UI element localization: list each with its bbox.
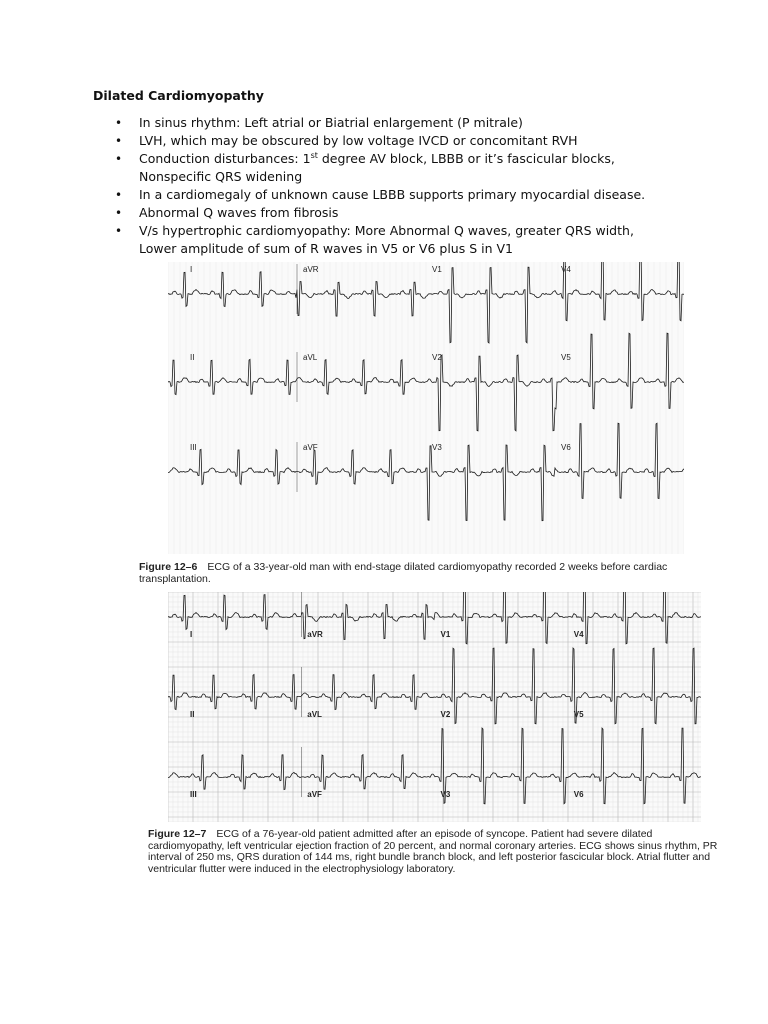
lead-label: V1	[440, 630, 451, 639]
bullet-text-after: degree AV block, LBBB or it’s fascicular blocks, Nonspecific QRS widening	[139, 151, 615, 184]
superscript: st	[310, 150, 318, 160]
bullet-text: V/s hypertrophic cardiomyopathy: More Abnormal Q waves, greater QRS width, Lower amplitude of sum of R waves in V5 or V6 plus S in V1	[139, 223, 634, 256]
bullet-text-before: Conduction disturbances: 1	[139, 151, 311, 166]
ecg-tracing-image	[168, 262, 684, 554]
lead-label: aVF	[303, 443, 318, 452]
lead-label: I	[190, 630, 193, 639]
lead-label: aVL	[303, 353, 318, 362]
lead-label: V5	[573, 710, 584, 719]
bullet-icon: •	[115, 206, 123, 220]
lead-label: aVL	[307, 710, 322, 719]
lead-label: II	[190, 710, 195, 719]
list-item	[115, 186, 655, 204]
bullet-list	[115, 114, 655, 258]
lead-label: V2	[440, 710, 451, 719]
list-item	[115, 222, 655, 258]
lead-label: V2	[432, 353, 442, 362]
ecg-figure-12-6	[168, 262, 684, 554]
lead-label: V4	[573, 630, 584, 639]
ecg-tracing-image	[168, 592, 701, 822]
bullet-text: In a cardiomegaly of unknown cause LBBB supports primary myocardial disease.	[139, 187, 646, 202]
list-item	[115, 204, 655, 222]
lead-label: aVR	[307, 630, 323, 639]
bullet-icon: •	[115, 188, 123, 202]
lead-label: V3	[440, 790, 451, 799]
list-item	[115, 150, 655, 186]
bullet-text: In sinus rhythm: Left atrial or Biatrial enlargement (P mitrale)	[139, 115, 523, 130]
figure-caption	[139, 562, 719, 585]
document-title: Dilated Cardiomyopathy	[93, 88, 264, 103]
lead-label: V5	[561, 353, 571, 362]
list-item	[115, 114, 655, 132]
lead-label: II	[190, 353, 195, 362]
figure-caption-text: ECG of a 76-year-old patient admitted after an episode of syncope. Patient had severe dilated cardiomyopathy, left ventricular ejection fraction of 20 percent, and normal coronary arteries. ECG shows sinus rhythm, PR interval of 250 ms, QRS duration of 144 ms, right bundle branch block, and left posterior fascicular block. Atrial flutter and ventricular flutter were induced in the electrophysiology laboratory.	[148, 828, 718, 875]
list-item	[115, 132, 655, 150]
lead-label: V6	[561, 443, 571, 452]
lead-label: III	[190, 443, 197, 452]
figure-label: Figure 12–6	[139, 561, 198, 573]
lead-label: aVF	[307, 790, 322, 799]
figure-label: Figure 12–7	[148, 828, 207, 840]
bullet-icon: •	[115, 152, 123, 166]
bullet-icon: •	[115, 116, 123, 130]
ecg-figure-12-7	[168, 592, 701, 822]
bullet-icon: •	[115, 224, 123, 238]
lead-label: V1	[432, 265, 442, 274]
lead-label: aVR	[303, 265, 319, 274]
figure-caption	[148, 829, 720, 875]
bullet-icon: •	[115, 134, 123, 148]
lead-label: V4	[561, 265, 571, 274]
bullet-text: Abnormal Q waves from fibrosis	[139, 205, 339, 220]
lead-label: III	[190, 790, 197, 799]
lead-label: V6	[573, 790, 584, 799]
bullet-text: LVH, which may be obscured by low voltage IVCD or concomitant RVH	[139, 133, 578, 148]
lead-label: V3	[432, 443, 442, 452]
lead-label: I	[190, 265, 193, 274]
figure-caption-text: ECG of a 33-year-old man with end-stage dilated cardiomyopathy recorded 2 weeks before cardiac transplantation.	[139, 561, 668, 585]
